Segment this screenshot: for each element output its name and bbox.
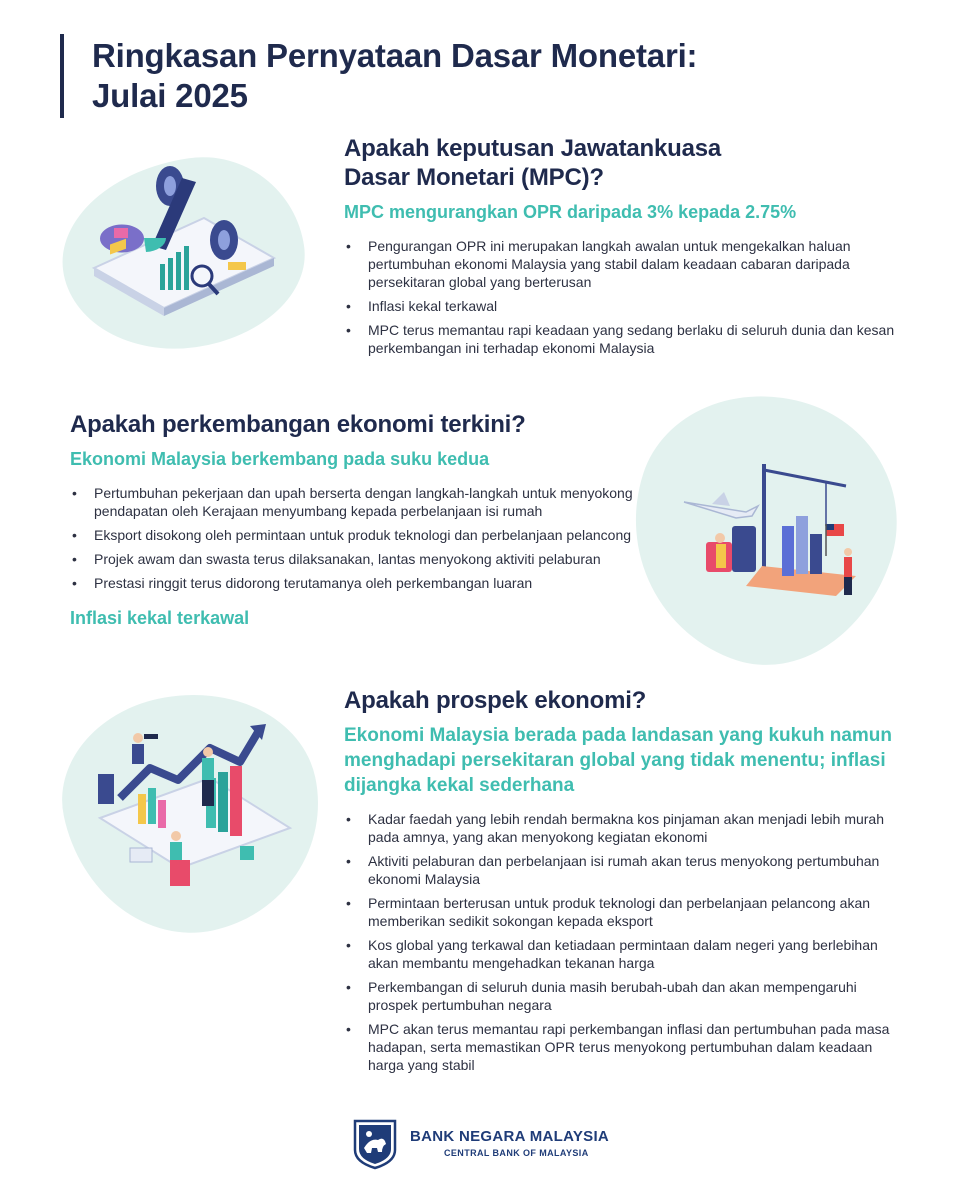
bank-subtitle: CENTRAL BANK OF MALAYSIA <box>444 1148 589 1158</box>
list-item: • Prestasi ringgit terus didorong terutamanya oleh perkembangan luaran <box>70 574 640 592</box>
travel-construction-illustration-icon <box>676 456 866 616</box>
section-2-inflation-note: Inflasi kekal terkawal <box>70 608 250 628</box>
section-2-question: Apakah perkembangan ekonomi terkini? <box>70 411 526 438</box>
list-item: • Aktiviti pelaburan dan perbelanjaan isi rumah akan terus menyokong pertumbuhan ekonomi Malaysia <box>344 852 904 888</box>
list-item: • MPC akan terus memantau rapi perkembangan inflasi dan pertumbuhan pada masa hadapan, serta memastikan OPR terus menyokong pertumbuhan dalam keadaan harga yang stabil <box>344 1020 904 1074</box>
list-item: • Permintaan berterusan untuk produk teknologi dan perbelanjaan pelancong akan memberikan sedikit sokongan kepada eksport <box>344 894 904 930</box>
section-1-bullets <box>344 237 904 357</box>
list-item: • Pengurangan OPR ini merupakan langkah awalan untuk mengekalkan haluan pertumbuhan ekonomi Malaysia yang stabil dalam keadaan cabaran daripada persekitaran global yang berterusan <box>344 237 904 291</box>
section-economic-developments <box>70 410 640 630</box>
section-3-bullets <box>344 810 904 1074</box>
bank-name: BANK NEGARA MALAYSIA <box>410 1128 610 1145</box>
list-item: • Kos global yang terkawal dan ketiadaan permintaan dalam negeri yang berlebihan akan membantu mengehadkan tekanan harga <box>344 936 904 972</box>
percent-analytics-illustration-icon <box>84 158 284 328</box>
footer-brand <box>352 1118 622 1172</box>
section-1-question <box>344 134 904 192</box>
page-title-line-2: Julai 2025 <box>92 77 248 114</box>
bnm-tiger-logo-icon <box>352 1118 398 1170</box>
section-1-question-line-2: Dasar Monetari (MPC)? <box>344 164 604 191</box>
list-item: • Pertumbuhan pekerjaan dan upah berserta dengan langkah-langkah untuk menyokong pendapatan oleh Kerajaan menyumbang kepada perbelanjaan isi rumah <box>70 484 640 520</box>
section-2-answer: Ekonomi Malaysia berkembang pada suku kedua <box>70 449 490 469</box>
section-economic-outlook <box>344 686 904 1080</box>
list-item: • Perkembangan di seluruh dunia masih berubah-ubah dan akan mempengaruhi prospek pertumbuhan negara <box>344 978 904 1014</box>
list-item: • Kadar faedah yang lebih rendah bermakna kos pinjaman akan menjadi lebih murah pada amnya, yang akan menyokong kegiatan ekonomi <box>344 810 904 846</box>
section-1-answer: MPC mengurangkan OPR daripada 3% kepada 2.75% <box>344 202 797 222</box>
section-3-answer: Ekonomi Malaysia berada pada landasan yang kukuh namun menghadapi persekitaran global yang tidak menentu; inflasi dijangka kekal sederhana <box>344 725 892 796</box>
section-3-question: Apakah prospek ekonomi? <box>344 687 647 714</box>
section-2-bullets <box>70 484 640 592</box>
section-mpc-decision <box>344 134 904 363</box>
page-title <box>92 36 852 116</box>
list-item: • Eksport disokong oleh permintaan untuk produk teknologi dan perbelanjaan pelancong <box>70 526 640 544</box>
list-item: • Inflasi kekal terkawal <box>344 297 904 315</box>
page-title-line-1: Ringkasan Pernyataan Dasar Monetari: <box>92 37 698 74</box>
list-item: • Projek awam dan swasta terus dilaksanakan, lantas menyokong aktiviti pelaburan <box>70 550 640 568</box>
section-1-question-line-1: Apakah keputusan Jawatankuasa <box>344 135 722 162</box>
list-item: • MPC terus memantau rapi keadaan yang sedang berlaku di seluruh dunia dan kesan perkembangan ini terhadap ekonomi Malaysia <box>344 321 904 357</box>
growth-outlook-illustration-icon <box>90 718 300 918</box>
title-accent-bar <box>60 34 64 118</box>
